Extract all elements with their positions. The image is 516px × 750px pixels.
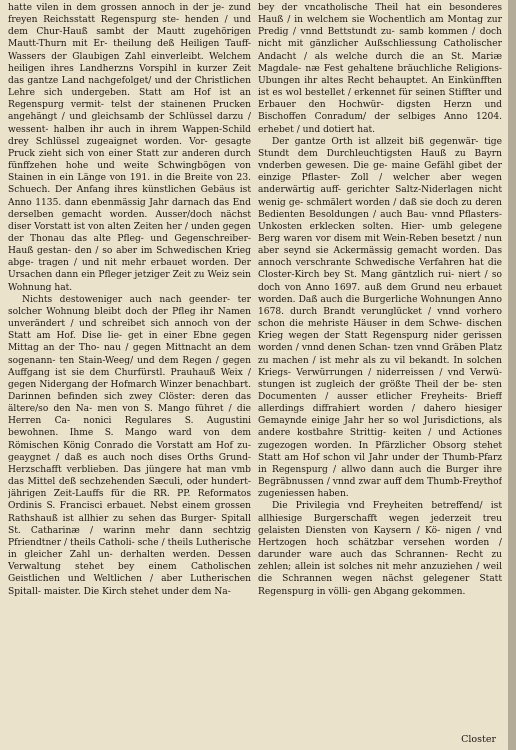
- right-paragraph-2: Der gantze Orth ist allzeit biß gegenwär- tige Stundt dem Durchleuchtigsten Hauß zu Bayrn vnderben gewesen. Die ge- maine Gefähl gibet der einzige Pflaster- Zoll / welcher aber wegen anderwärtig auff- gerichter Saltz-Niderlagen nicht wenig ge- schmälert worden / daß sie doch zu deren Bedienten Besoldungen / auch Bau- vnnd Pflasters-Unkosten erklecken solten. Hier- umb gelegene Berg waren vor disem mit Wein-Reben besetzt / nun aber seynd sie Ackermässig gemacht worden. Das annoch verschrante Schwedische Verfahren hat die Closter-Kirch bey St. Mang gäntzlich rui- niert / so doch von Anno 1697. auß dem Grund neu erbauet worden. Daß auch die Burgerliche Wohnungen Anno 1678. durch Brandt verunglücket / vnnd vorhero schon die mehriste Häuser in dem Schwe- dischen Krieg wegen der Statt Regenspurg nider gerissen worden / vnnd denen Schan- tzen vnnd Gräben Platz zu machen / ist mehr als zu vil bekandt. In solchen Kriegs- Verwürrungen / niderreissen / vnd Verwü- stungen ist zugleich der größte Theil der be- sten Documenten / ausser etlicher Freyheits- Brieff allerdings diffrahiert worden / dahero hiesiger Gemaynde einige Jahr her so wol Jurisdictions, als andere kostbahre Strittig- keiten / und Actiones zugezogen worden. In Pfärzlicher Obsorg stehet Statt am Hof schon vil Jahr under der Thumb-Pfarz in Regenspurg / allwo dann auch die Burger ihre Begräbnussen / vnnd zwar auff dem Thumb-Freythof zugeniessen haben.: [258, 136, 502, 500]
- right-text-column: [258, 2, 502, 707]
- left-text-column: [8, 2, 251, 744]
- right-paragraph-3: Die Privilegia vnd Freyheiten betreffend/ ist allhiesige Burgerschafft wegen jederzeit treu gelaisten Diensten von Kaysern / Kö- nigen / vnd Hertzogen hoch schätzbar versehen worden / darunder ware auch das Schrannen- Recht zu zehlen; allein ist solches nit mehr anzuziehen / weil die Schrannen wegen nächst gelegener Statt Regenspurg in völli- gen Abgang gekommen.: [258, 501, 502, 597]
- right-paragraph-1: bey der vncatholische Theil hat ein besonderes Hauß / in welchem sie Wochentlich am Montag zur Predig / vnnd Bettstundt zu- samb kommen / doch nicht mit gänzlicher Außschliessung Catholischer Andacht / als welche durch die an St. Mariæ Magdale- næ Fest gehaltene bräuchliche Religions- Ubungen ihr altes Recht behauptet. An Einkünfften ist es wol bestellet / erkennet für seinen Stiffter und Erbauer den Hochwür- digsten Herzn und Bischoffen Conradum/ der selbiges Anno 1204. erhebet / und dotiert hat.: [258, 3, 502, 135]
- left-paragraph-1: hatte vilen in dem grossen annoch in der je- zund freyen Reichsstatt Regenspurg ste- henden / und dem Chur-Hauß sambt der Mautt zugehörigen Mautt-Thurn mit Er- theilung deß Heiligen Tauff-Wassers der Glaubigen Zahl einverleibt. Welchem heiligen ihres Landherzns Vorspihl in kurzer Zeit das gantze Land nachgefolget/ und der Christlichen Lehre sich undergeben. Statt am Hof ist an Regenspurg vermit- telst der stainenen Prucken angehängt / und gleichsamb der Schlüssel darzu / wessent- halben ihr auch in ihrem Wappen-Schild drey Schlüssel zugeaignet worden. Vor- gesagte Pruck zieht sich von einer Statt zur anderen durch fünffzehen hohe und weite Schwingbögen von Stainen in ein Länge von 191. in die Breite von 23. Schuech. Der Anfang ihres künstlichen Gebäus ist Anno 1135. dann ebenmässig Jahr darnach das End derselben gemacht worden. Ausser/doch nächst diser Vorstatt ist von alten Zeiten her / unden gegen der Thonau das alte Pfleg- und Gegenschreiber-Hauß gestan- den / so aber im Schwedischen Krieg abge- tragen / und nit mehr erbauet worden. Der Ursachen dann ein Pfleger jetziger Zeit zu Weiz sein Wohnung hat.: [8, 3, 251, 293]
- catchword: Closter: [461, 734, 496, 745]
- page-edge-shadow: [508, 0, 516, 750]
- left-paragraph-2: Nichts destoweniger auch nach geender- ter solcher Wohnung bleibt doch der Pfleg ihr Namen unverändert / und schreibet sich annoch von der Statt am Hof. Dise lie- get in einer Ebne gegen Mittag an der Tho- nau / gegen Mittnacht an dem sogenann- ten Stain-Weeg/ und dem Regen / gegen Auffgang ist sie dem Churfürstl. Prauhauß Weix / gegen Nidergang der Hofmarch Winzer benachbart. Darinnen befinden sich zwey Clöster: deren das ältere/so den Na- men von S. Mango führet / die Herren Ca- nonici Regulares S. Augustini bewohnen. Ihme S. Mango ward von dem Römischen König Conrado die Vorstatt am Hof zu- geaygnet / daß es auch noch dises Orths Grund-Herzschafft verblieben. Das jüngere hat man vmb das Mittel deß sechzehenden Sæculi, oder hundert-jährigen Zeit-Lauffs für die RR. PP. Reformatos Ordinis S. Francisci erbauet. Nebst einem grossen Rathshauß ist allhier zu sehen das Burger- Spitall St. Catharinæ / warinn mehr dann sechtzig Pfriendtner / theils Catholi- sche / theils Lutherische in gleicher Zahl un- derhalten werden. Dessen Verwaltung stehet bey einem Catholischen Geistlichen und Weltlichen / aber Lutherischen Spitall- maister. Die Kirch stehet under dem Na-: [8, 294, 251, 597]
